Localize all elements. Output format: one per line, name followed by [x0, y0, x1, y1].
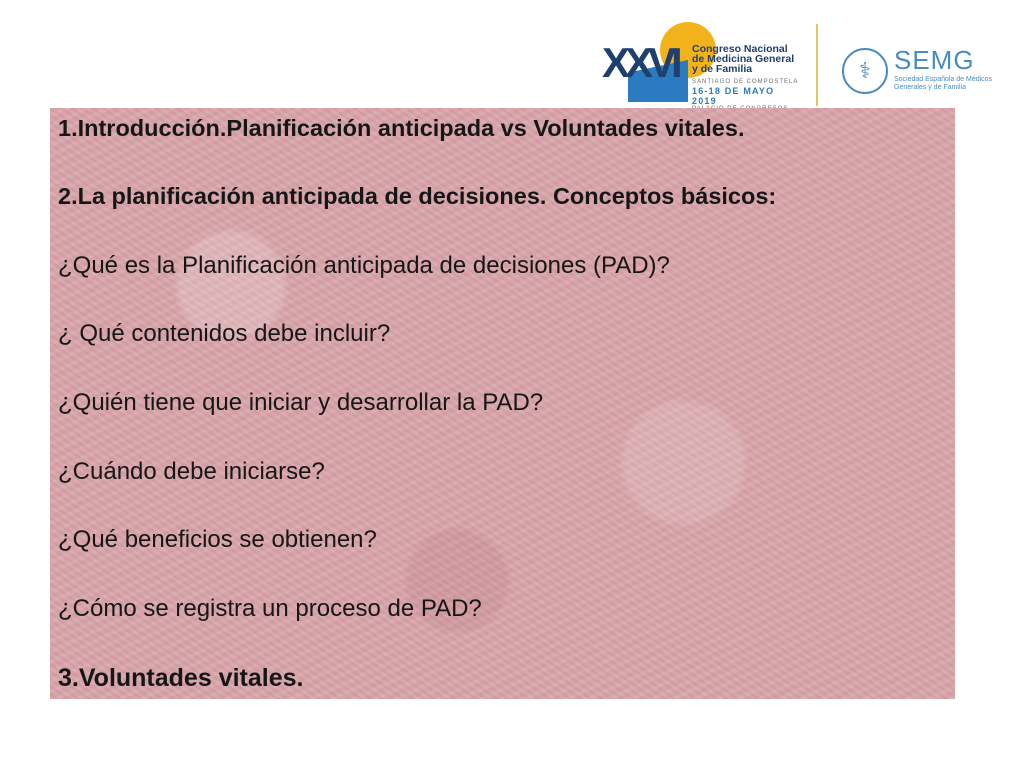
congreso-title-line-1: Congreso Nacional	[692, 43, 788, 55]
semg-subtitle-line-2: Generales y de Familia	[894, 84, 966, 91]
semg-name: SEMG	[894, 45, 975, 75]
item-registro: ¿Cómo se registra un proceso de PAD?	[58, 595, 482, 622]
item-beneficios: ¿Qué beneficios se obtienen?	[58, 526, 377, 553]
item-quien-inicia: ¿Quién tiene que iniciar y desarrollar la PAD?	[58, 389, 544, 416]
caduceus-icon: ⚕	[842, 48, 888, 94]
item-planificacion: 2.La planificación anticipada de decisiones. Conceptos básicos:	[58, 183, 777, 209]
congreso-city: SANTIAGO DE COMPOSTELA	[692, 79, 799, 85]
item-voluntades-vitales: 3.Voluntades vitales.	[58, 664, 304, 692]
congreso-title-line-3: y de Familia	[692, 63, 753, 75]
item-introduccion: 1.Introducción.Planificación anticipada vs Voluntades vitales.	[58, 115, 745, 141]
congreso-text	[692, 44, 802, 113]
semg-logo	[842, 45, 993, 98]
item-contenidos: ¿ Qué contenidos debe incluir?	[58, 320, 391, 347]
congreso-title-line-2: de Medicina General	[692, 53, 795, 65]
item-cuando: ¿Cuándo debe iniciarse?	[58, 458, 325, 485]
header-divider	[816, 24, 818, 106]
header	[0, 0, 1024, 108]
congreso-logo	[602, 22, 802, 106]
congreso-number: XXVI	[602, 39, 678, 86]
semg-subtitle-line-1: Sociedad Española de Médicos	[894, 76, 993, 83]
content-panel	[50, 108, 955, 699]
item-que-es-pad: ¿Qué es la Planificación anticipada de decisiones (PAD)?	[58, 252, 670, 279]
congreso-dates: 16-18 DE MAYO 2019	[692, 86, 775, 106]
